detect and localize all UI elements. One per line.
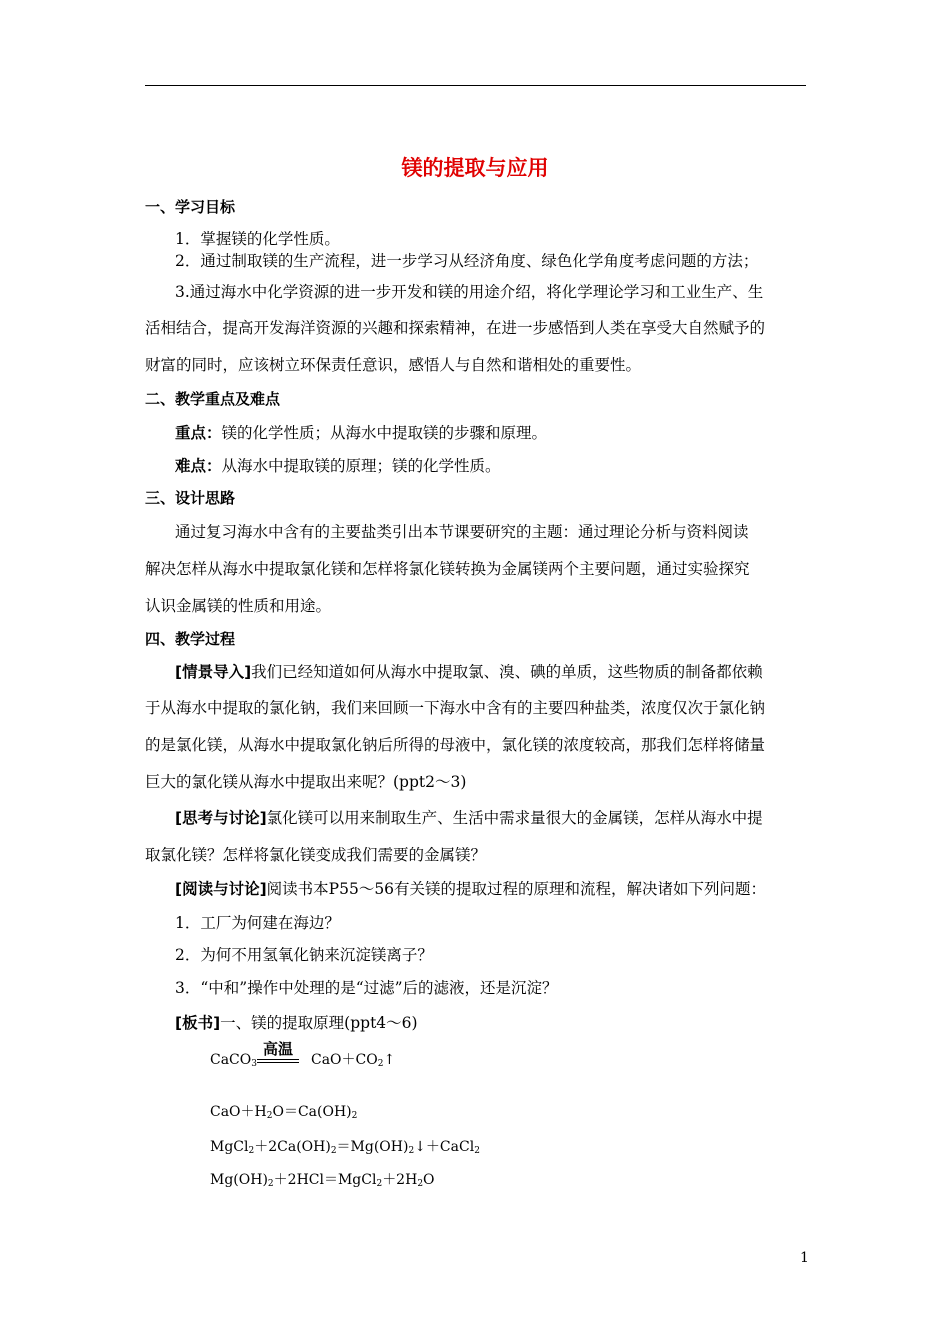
design-paragraph-line: 解决怎样从海水中提取氯化镁和怎样将氯化镁转换为金属镁两个主要问题，通过实验探究 (145, 560, 750, 578)
difficulty-label: 难点： (175, 457, 222, 475)
difficulty-text: 从海水中提取镁的原理；镁的化学性质。 (221, 457, 501, 475)
document-title: 镁的提取与应用 (401, 156, 549, 180)
section-heading-process: 四、教学过程 (145, 630, 236, 648)
objective-item: 2．通过制取镁的生产流程，进一步学习从经济角度、绿色化学角度考虑问题的方法； (175, 252, 759, 270)
think-paragraph-line: 取氯化镁？怎样将氯化镁变成我们需要的金属镁？ (145, 846, 487, 864)
reaction-condition (257, 1040, 299, 1063)
design-paragraph-line: 通过复习海水中含有的主要盐类引出本节课要研究的主题：通过理论分析与资料阅读 (175, 523, 749, 541)
condition-bar-bottom (257, 1062, 299, 1063)
difficulty-line (175, 456, 840, 476)
equation-1-left: CaCO$_3$ (210, 1052, 257, 1069)
equation-1-right: $CaO+CO_2↑$ (311, 1052, 396, 1069)
objective-item: 3.通过海水中化学资源的进一步开发和镁的用途介绍，将化学理论学习和工业生产、生 (175, 283, 764, 301)
objective-item-continued: 财富的同时，应该树立环保责任意识，感悟人与自然和谐相处的重要性。 (145, 356, 642, 374)
key-point-text: 镁的化学性质；从海水中提取镁的步骤和原理。 (221, 424, 548, 442)
design-paragraph-line: 认识金属镁的性质和用途。 (145, 597, 332, 615)
think-label: [思考与讨论] (175, 809, 267, 827)
condition-text: 高温 (262, 1040, 293, 1058)
key-point-line (175, 423, 840, 443)
question-item: 2．为何不用氢氧化钠来沉淀镁离子？ (175, 946, 433, 964)
intro-label: [情景导入] (175, 663, 252, 681)
board-label: [板书] (175, 1014, 221, 1032)
read-label: [阅读与讨论] (175, 880, 267, 898)
section-heading-key-points: 二、教学重点及难点 (145, 390, 281, 408)
think-paragraph-line (175, 808, 840, 828)
read-text: 阅读书本P55～56有关镁的提取过程的原理和流程，解决诸如下列问题： (266, 880, 767, 898)
condition-bar-top (257, 1059, 299, 1060)
read-paragraph-line (175, 879, 840, 899)
header-rule (145, 85, 806, 86)
objective-item: 1．掌握镁的化学性质。 (175, 230, 340, 248)
intro-paragraph-line: 巨大的氯化镁从海水中提取出来呢？(ppt2～3) (145, 773, 467, 791)
section-heading-objectives: 一、学习目标 (145, 198, 236, 216)
objective-item-continued: 活相结合，提高开发海洋资源的兴趣和探索精神，在进一步感悟到人类在享受大自然赋予的 (145, 319, 766, 337)
think-text: 氯化镁可以用来制取生产、生活中需求量很大的金属镁，怎样从海水中提 (266, 809, 763, 827)
intro-text: 我们已经知道如何从海水中提取氯、溴、碘的单质，这些物质的制备都依赖 (251, 663, 763, 681)
question-item: 3．“中和”操作中处理的是“过滤”后的滤液，还是沉淀？ (175, 979, 558, 997)
board-text: 一、镁的提取原理(ppt4～6) (220, 1014, 418, 1032)
equation-3: $MgCl_2+2Ca(OH)_2=Mg(OH)_2↓+CaCl_2$ (210, 1139, 480, 1156)
board-line (175, 1013, 840, 1033)
intro-paragraph-line: 于从海水中提取的氯化钠，我们来回顾一下海水中含有的主要四种盐类，浓度仅次于氯化钠 (145, 699, 766, 717)
page-number: 1 (800, 1250, 809, 1266)
key-point-label: 重点： (175, 424, 222, 442)
section-heading-design: 三、设计思路 (145, 489, 236, 507)
question-item: 1．工厂为何建在海边？ (175, 914, 340, 932)
equation-4: $Mg(OH)_2+2HCl=MgCl_2+2H_2O$ (210, 1172, 435, 1189)
equation-2: $CaO+H_2O=Ca(OH)_2$ (210, 1104, 358, 1121)
intro-paragraph-line (175, 662, 840, 682)
intro-paragraph-line: 的是氯化镁，从海水中提取氯化钠后所得的母液中，氯化镁的浓度较高，那我们怎样将储量 (145, 736, 766, 754)
